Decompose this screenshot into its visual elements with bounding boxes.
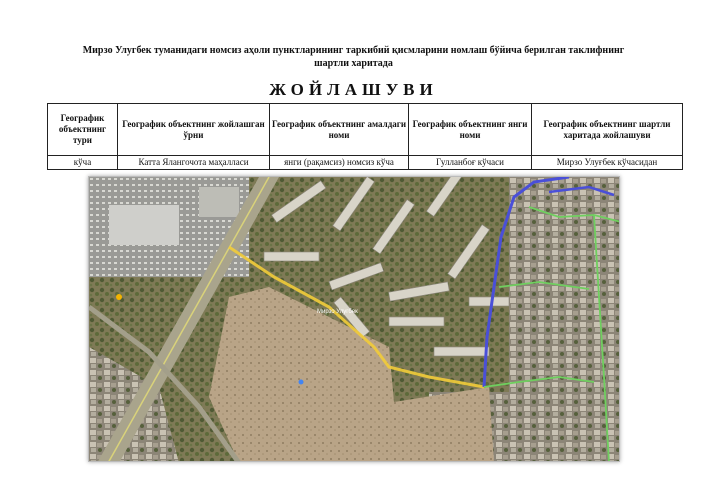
- table-row: [48, 156, 683, 170]
- map-street-label: Мирзо Улугбек: [317, 309, 358, 315]
- building: [109, 205, 179, 245]
- page-title: ЖОЙЛАШУВИ: [269, 80, 438, 99]
- info-table: [47, 103, 683, 170]
- map-pin-icon: [299, 380, 304, 385]
- table-header-location: Географик объектнинг жойлашган ўрни: [118, 104, 270, 156]
- cell-map-location: Мирзо Улуғбек кўчасидан: [532, 156, 683, 170]
- satellite-map: [88, 176, 620, 462]
- cell-type: кўча: [48, 156, 118, 170]
- heading-line-1: Мирзо Улугбек туманидаги номсиз аҳоли пунктларининг таркибий қисмларини номлаш бўйича берилган таклифнинг: [82, 45, 625, 56]
- table-header-row: [48, 104, 683, 156]
- cell-current-name: янги (рақамсиз) номсиз кўча: [270, 156, 409, 170]
- satellite-map-image: [89, 177, 620, 462]
- cell-location: Катта Ялангочота маҳалласи: [118, 156, 270, 170]
- building: [199, 187, 239, 217]
- document-heading: [60, 44, 647, 70]
- table-header-current-name: Географик объектнинг амалдаги номи: [270, 104, 409, 156]
- cell-new-name: Гулланбоғ кўчаси: [409, 156, 532, 170]
- residential-area: [509, 177, 620, 462]
- table-header-type: Географик объектнинг тури: [48, 104, 118, 156]
- table-header-map-location: Географик объектнинг шартли харитада жойлашуви: [532, 104, 683, 156]
- table-header-new-name: Географик объектнинг янги номи: [409, 104, 532, 156]
- map-pin-icon: [116, 294, 122, 300]
- heading-line-2: шартли харитада: [314, 58, 393, 69]
